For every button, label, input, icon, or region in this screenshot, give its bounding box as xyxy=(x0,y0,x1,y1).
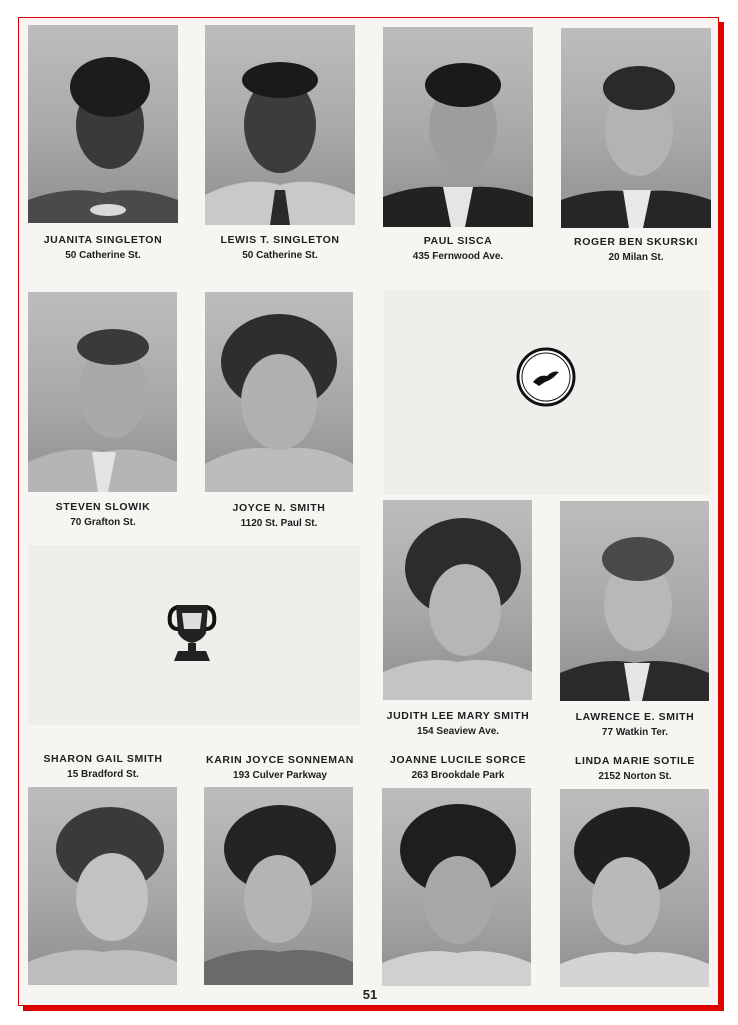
portrait-lawrence-smith xyxy=(560,501,709,701)
student-address: 193 Culver Parkway xyxy=(233,770,327,781)
student-name: LAWRENCE E. SMITH xyxy=(575,711,695,723)
trophy-urn-icon xyxy=(164,599,220,665)
student-address: 263 Brookdale Park xyxy=(411,770,505,781)
student-address: 50 Catherine St. xyxy=(65,250,141,261)
caption-paul-sisca xyxy=(373,234,543,264)
student-name: LEWIS T. SINGLETON xyxy=(220,234,340,246)
caption-judith-smith xyxy=(368,709,548,739)
student-name: SHARON GAIL SMITH xyxy=(43,753,163,765)
portrait-juanita-singleton xyxy=(28,25,178,223)
student-name: LINDA MARIE SOTILE xyxy=(574,755,696,767)
student-name: STEVEN SLOWIK xyxy=(55,501,151,513)
page-number: 51 xyxy=(362,987,378,1002)
portrait-steven-slowik xyxy=(28,292,177,492)
student-address: 2152 Norton St. xyxy=(598,771,672,782)
portrait-roger-skurski xyxy=(561,28,711,228)
caption-steven-slowik xyxy=(18,500,188,530)
portrait-joyce-smith xyxy=(205,292,353,492)
student-name: JUANITA SINGLETON xyxy=(43,234,163,246)
caption-linda-sotile xyxy=(550,754,720,784)
student-address: 77 Watkin Ter. xyxy=(601,727,669,738)
caption-juanita-singleton xyxy=(18,233,188,263)
student-name: JUDITH LEE MARY SMITH xyxy=(386,710,530,722)
student-address: 50 Catherine St. xyxy=(242,250,318,261)
caption-lewis-singleton xyxy=(195,233,365,263)
running-cat-emblem-icon xyxy=(515,346,577,408)
student-name: ROGER BEN SKURSKI xyxy=(574,236,698,248)
student-address: 154 Seaview Ave. xyxy=(416,726,500,737)
portrait-joanne-sorce xyxy=(382,788,531,986)
student-name: JOANNE LUCILE SORCE xyxy=(389,754,527,766)
caption-lawrence-smith xyxy=(550,710,720,740)
student-address: 70 Grafton St. xyxy=(70,517,136,528)
caption-karin-sonneman xyxy=(190,753,370,783)
student-address: 20 Milan St. xyxy=(608,252,664,263)
portrait-karin-sonneman xyxy=(204,787,353,985)
portrait-judith-smith xyxy=(383,500,532,700)
portrait-lewis-singleton xyxy=(205,25,355,225)
caption-roger-skurski xyxy=(551,235,721,265)
student-address: 15 Bradford St. xyxy=(67,769,139,780)
portrait-linda-sotile xyxy=(560,789,709,987)
student-name: JOYCE N. SMITH xyxy=(232,502,326,514)
student-name: PAUL SISCA xyxy=(423,235,493,247)
caption-joanne-sorce xyxy=(368,753,548,783)
student-address: 1120 St. Paul St. xyxy=(240,518,318,529)
caption-sharon-smith xyxy=(18,752,188,782)
caption-joyce-smith xyxy=(194,501,364,531)
student-address: 435 Fernwood Ave. xyxy=(412,251,504,262)
portrait-sharon-smith xyxy=(28,787,177,985)
student-name: KARIN JOYCE SONNEMAN xyxy=(206,754,354,766)
portrait-paul-sisca xyxy=(383,27,533,227)
